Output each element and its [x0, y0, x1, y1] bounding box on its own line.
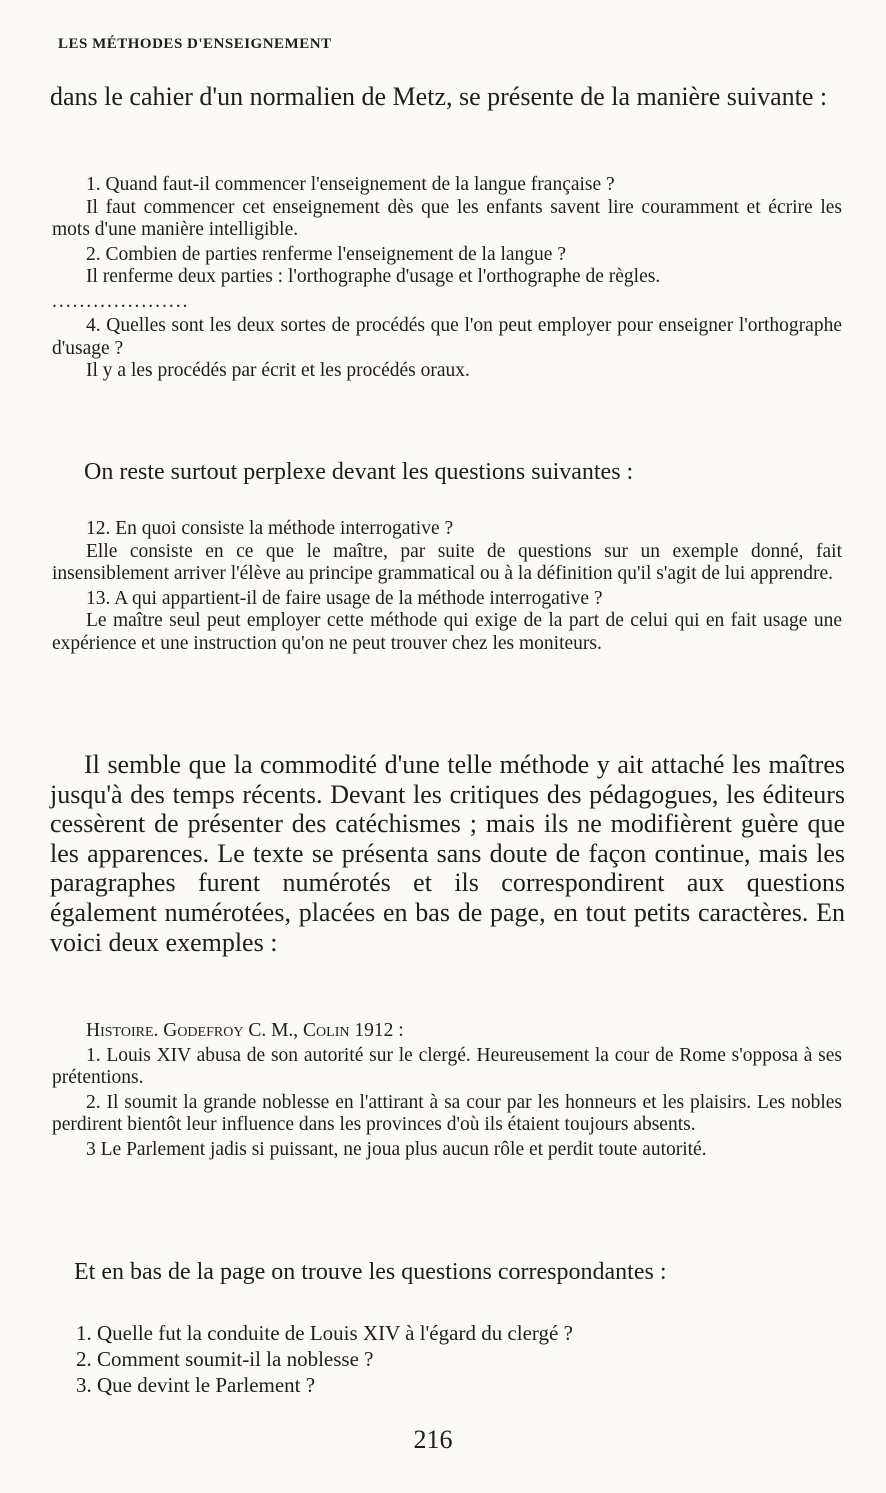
main-paragraph	[50, 750, 845, 957]
question-13: 13. A qui appartient-il de faire usage de la méthode interrogative ?	[86, 587, 603, 609]
running-head: LES MÉTHODES D'ENSEIGNEMENT	[58, 36, 332, 52]
intro-paragraph	[50, 82, 845, 112]
example-block	[52, 1020, 842, 1161]
question-list	[76, 1320, 796, 1398]
catechism-block-2	[52, 518, 842, 655]
page-number: 216	[413, 1425, 453, 1454]
bottom-intro-line: Et en bas de la page on trouve les questions correspondantes :	[74, 1259, 667, 1285]
ellipsis-dots: ....................	[52, 290, 190, 312]
answer-12: Elle consiste en ce que le maître, par suite de questions sur un exemple donné, fait insensiblement arriver l'élève au principe grammatical ou à la définition qu'il s'agit de lui apprendre.	[52, 540, 842, 584]
main-paragraph-text: Il semble que la commodité d'une telle méthode y ait attaché les maîtres jusqu'à des temps récents. Devant les critiques des pédagogues, les éditeurs cessèrent de présenter des catéchismes ; mais ils ne modifièrent guère que les apparences. Le texte se présenta sans doute de façon continue, mais les paragraphes furent numérotés et ils correspondirent aux questions également numérotées, placées en bas de page, en tout petits caractères. En voici deux exemples :	[50, 750, 845, 957]
answer-1: Il faut commencer cet enseignement dès que les enfants savent lire couramment et écrire les mots d'une manière intelligible.	[52, 196, 842, 240]
catechism-block-1	[52, 174, 842, 383]
answer-13: Le maître seul peut employer cette méthode qui exige de la part de celui qui en fait usage une expérience et une instruction qu'on ne peut trouver chez les moniteurs.	[52, 610, 842, 654]
question-2: 2. Combien de parties renferme l'enseignement de la langue ?	[86, 243, 566, 265]
answer-4: Il y a les procédés par écrit et les procédés oraux.	[86, 360, 470, 381]
example-paragraph-1: 1. Louis XIV abusa de son autorité sur le clergé. Heureusement la cour de Rome s'opposa à ses prétentions.	[52, 1044, 842, 1088]
example-paragraph-3: 3 Le Parlement jadis si puissant, ne joua plus aucun rôle et perdit toute autorité.	[86, 1138, 707, 1160]
question-4: 4. Quelles sont les deux sortes de procédés que l'on peut employer pour enseigner l'orthographe d'usage ?	[52, 315, 842, 359]
question-1: 1. Quand faut-il commencer l'enseignement de la langue française ?	[86, 174, 615, 195]
example-paragraph-2: 2. Il soumit la grande noblesse en l'attirant à sa cour par les honneurs et les plaisirs. Les nobles perdirent bientôt leur influence dans les provinces d'où ils étaient toujours absents.	[52, 1091, 842, 1135]
intro-text: dans le cahier d'un normalien de Metz, se présente de la manière suivante :	[50, 82, 828, 111]
question-12: 12. En quoi consiste la méthode interrogative ?	[86, 518, 454, 539]
list-item: 3. Que devint le Parlement ?	[76, 1373, 316, 1397]
example-source: Histoire. Godefroy C. M., Colin 1912 :	[86, 1020, 404, 1041]
list-item: 1. Quelle fut la conduite de Louis XIV à l'égard du clergé ?	[76, 1321, 573, 1345]
answer-2: Il renferme deux parties : l'orthographe d'usage et l'orthographe de règles.	[86, 266, 661, 287]
list-item: 2. Comment soumit-il la noblesse ?	[76, 1347, 374, 1371]
perplexe-line: On reste surtout perplexe devant les questions suivantes :	[84, 459, 634, 485]
